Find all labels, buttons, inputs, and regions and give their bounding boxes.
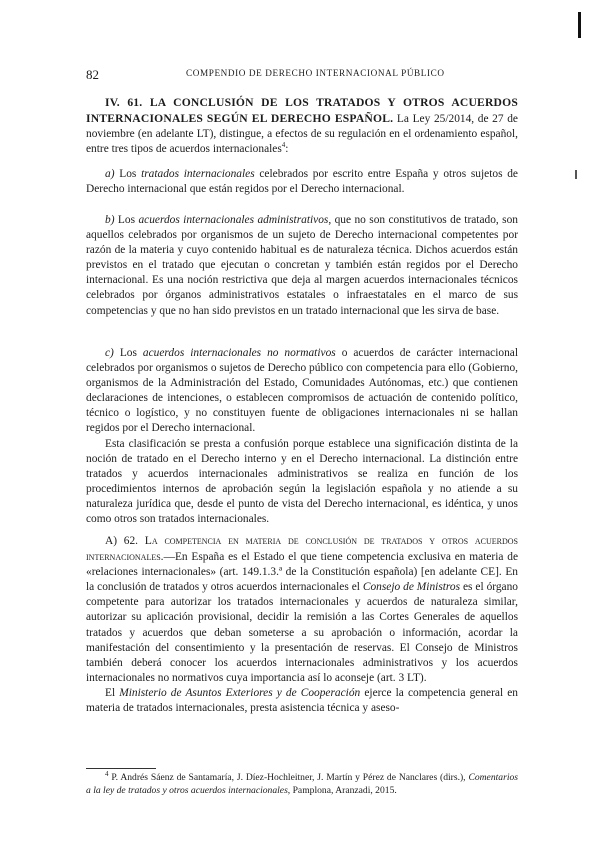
footnote-title: Comentarios a la ley de tratados y otros acuerdos internacionales xyxy=(86,772,519,796)
item-b-paragraph xyxy=(86,213,518,319)
item-b xyxy=(86,213,518,319)
item-a-term: tratados internacionales xyxy=(141,168,255,180)
footnote-mark: 4 xyxy=(105,769,109,778)
item-a-lead: Los xyxy=(119,168,137,180)
item-c-term: acuerdos internacionales no normativos xyxy=(142,347,336,359)
section-62-paragraph-2 xyxy=(86,686,518,716)
section-62-text-b: es el órgano competente para autorizar los tratados internacionales y acuerdos de naturaleza similar, autorizar su aplicación provisional, decidir la remisión a las Cortes Generales de aquellos tratados y acuerdos que deban someterse a su aprobación o información, acordar la manifestación del consentimiento y la presentación de reservas. El Consejo de Ministros también deberá conocer los acuerdos internacionales administrativos y los acuerdos internacionales no normativos cuya importancia así lo aconseje (art. 3 LT). xyxy=(86,581,518,684)
classification-paragraph: Esta clasificación se presta a confusión porque establece una significación distinta de la noción de tratado en el Derecho interno y en el Derecho internacional. La distinción entre tratados y acuerdos internacionales administrativos se realiza en función de los procedimientos internos de aprobación según la legislación española y no atiende a su naturaleza jurídica que, desde el punto de vista del Derecho internacional, es idéntica, y unos como otros son tratados internacionales. xyxy=(86,437,518,526)
section-61-heading: IV. 61. LA CONCLUSIÓN DE LOS TRATADOS Y OTROS ACUERDOS INTERNACIONALES SEGÚN EL DERECHO ESPAÑOL. xyxy=(86,96,518,126)
section-61 xyxy=(86,95,518,157)
section-61-paragraph xyxy=(86,95,518,157)
footnote xyxy=(86,769,519,798)
item-c-text: o acuerdos de carácter internacional celebrados por organismos o sujetos de Derecho público con competencia para ello (Gobierno, organismos de la Administración del Estado, Comunidades Autónomas, etc.) que contienen declaraciones de intenciones, o establecen compromisos de actuación de contenido político, técnico o logístico, y no constituyen fuente de obligaciones internacionales ni se hallan regidos por el Derecho internacional. xyxy=(86,347,518,435)
item-a xyxy=(86,167,518,197)
item-b-text: , que no son constitutivos de tratado, son aquellos celebrados por organismos de un sujeto de Derecho internacional competentes por razón de la materia y cuyo contenido habitual es de naturaleza técnica. Dichos acuerdos están previstos en el tratado que ejecutan o concretan y también están regidos por el Derecho internacional. Es una noción restrictiva que deja al margen acuerdos internacionales técnicos celebrados por órganos administrativos estatales o infraestatales en el marco de sus competencias y que no han sido previstos en un tratado internacional que les sirva de base. xyxy=(86,214,518,317)
section-62 xyxy=(86,533,518,716)
footnote-divider xyxy=(86,768,156,769)
item-c xyxy=(86,346,518,527)
section-62-number: A) 62. xyxy=(105,535,139,547)
ministerio-term: Ministerio de Asuntos Exteriores y de Cooperación xyxy=(119,686,361,699)
page-edge-mark xyxy=(578,12,581,38)
page-edge-mark-small xyxy=(575,170,577,179)
section-62-paragraph-1 xyxy=(86,533,518,686)
item-c-marker: c) xyxy=(105,347,114,359)
section-62-text-a: —En España es el Estado el que tiene competencia exclusiva en materia de «relaciones internacionales» (art. 149.1.3.ª de la Constitución española) [en adelante CE]. En la conclusión de tratados y otros acuerdos internacionales el xyxy=(86,551,518,594)
item-c-lead: Los xyxy=(119,347,137,359)
item-b-term: acuerdos internacionales administrativos xyxy=(138,214,329,226)
footnote-authors: P. Andrés Sáenz de Santamaría, J. Díez-Hochleitner, J. Martín y Pérez de Nanclares (dirs.), xyxy=(111,772,466,783)
item-c-paragraph xyxy=(86,346,518,437)
item-a-text: celebrados por escrito entre España y otros sujetos de Derecho internacional que están regidos por el Derecho internacional. xyxy=(86,168,518,196)
section-61-intro: La Ley 25/2014, de 27 de noviembre (en adelante LT), distingue, a efectos de su regulación en el ordenamiento español, entre tres tipos de acuerdos internacionales xyxy=(86,113,518,156)
item-b-marker: b) xyxy=(105,214,115,226)
running-header: COMPENDIO DE DERECHO INTERNACIONAL PÚBLICO xyxy=(186,68,445,78)
item-b-lead: Los xyxy=(117,214,136,226)
item-a-marker: a) xyxy=(105,168,115,180)
page-number: 82 xyxy=(86,67,99,82)
item-a-paragraph xyxy=(86,167,518,197)
section-62-heading: La competencia en materia de conclusión de tratados y otros acuerdos internacionales. xyxy=(86,534,518,564)
section-61-intro-end: : xyxy=(285,143,289,156)
section-62-p2-text: ejerce la competencia general en materia de tratados internacionales, presta asistencia técnica y aseso- xyxy=(86,686,518,715)
footnote-ref: 4 xyxy=(281,141,286,150)
footnote-publisher: , Pamplona, Aranzadi, 2015. xyxy=(287,784,397,796)
consejo-term: Consejo de Ministros xyxy=(362,581,461,594)
section-62-p2-lead: El xyxy=(105,686,116,699)
